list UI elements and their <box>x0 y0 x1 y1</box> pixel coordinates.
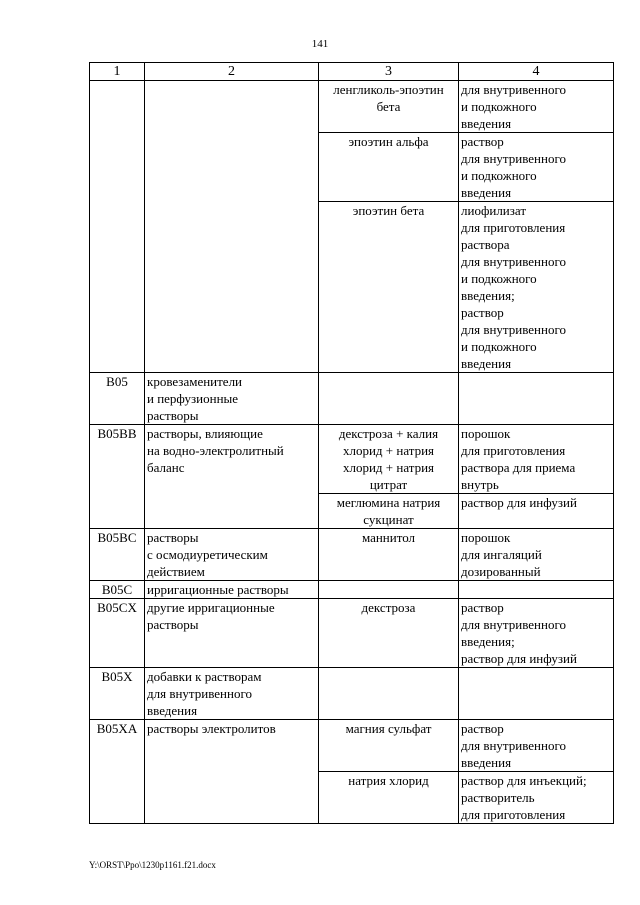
cell-line: и подкожного <box>461 99 537 114</box>
cell-line: маннитол <box>361 530 416 545</box>
cell-code <box>90 81 145 373</box>
cell-form <box>459 133 614 202</box>
table-header-row <box>90 63 614 81</box>
cell-line: растворы, влияющие <box>147 426 263 441</box>
cell-substance <box>319 529 459 581</box>
cell-group <box>145 81 319 373</box>
cell-line: для внутривенного <box>461 738 566 753</box>
cell-line: раствор <box>461 721 504 736</box>
cell-form <box>459 81 614 133</box>
drug-table <box>89 62 614 824</box>
cell-form <box>459 668 614 720</box>
cell-group <box>145 668 319 720</box>
cell-line: для внутривенного <box>461 82 566 97</box>
cell-line: порошок <box>461 530 511 545</box>
cell-line: и подкожного <box>461 271 537 286</box>
cell-group <box>145 425 319 529</box>
cell-line: хлорид + натрия <box>342 443 435 458</box>
cell-line: добавки к растворам <box>147 669 262 684</box>
cell-line: для приготовления <box>461 220 566 235</box>
cell-substance <box>319 599 459 668</box>
cell-substance <box>319 202 459 373</box>
cell-line: сукцинат <box>363 512 414 527</box>
cell-line: декстроза <box>361 600 416 615</box>
cell-line: для внутривенного <box>461 151 566 166</box>
cell-line: для приготовления <box>461 807 566 822</box>
cell-group <box>145 373 319 425</box>
column-header-3: 3 <box>319 63 459 81</box>
cell-line: раствора для приема <box>461 460 576 475</box>
cell-form <box>459 425 614 494</box>
cell-code <box>90 373 145 425</box>
cell-substance <box>319 668 459 720</box>
cell-line: лиофилизат <box>461 203 527 218</box>
cell-substance <box>319 581 459 599</box>
column-header-4: 4 <box>459 63 614 81</box>
cell-line: и подкожного <box>461 168 537 183</box>
cell-form <box>459 599 614 668</box>
cell-form <box>459 202 614 373</box>
cell-code <box>90 581 145 599</box>
table-row <box>90 81 614 133</box>
cell-substance <box>319 494 459 529</box>
cell-line: баланс <box>147 460 185 475</box>
cell-line: для внутривенного <box>147 686 252 701</box>
cell-line: введения <box>461 116 512 131</box>
table-row <box>90 373 614 425</box>
cell-line: B05XA <box>96 721 138 736</box>
cell-line: для приготовления <box>461 443 566 458</box>
cell-group <box>145 581 319 599</box>
cell-line: введения <box>461 755 512 770</box>
cell-line: другие ирригационные <box>147 600 275 615</box>
cell-group <box>145 720 319 824</box>
column-header-2: 2 <box>145 63 319 81</box>
cell-line: введения <box>147 703 198 718</box>
cell-line: меглюмина натрия <box>336 495 441 510</box>
table-row <box>90 599 614 668</box>
cell-line: хлорид + натрия <box>342 460 435 475</box>
table-row <box>90 529 614 581</box>
cell-line: раствора <box>461 237 510 252</box>
cell-group <box>145 529 319 581</box>
cell-line: B05X <box>101 669 133 684</box>
cell-line: раствор для инфузий <box>461 495 577 510</box>
cell-line: магния сульфат <box>345 721 432 736</box>
cell-line: на водно-электролитный <box>147 443 284 458</box>
cell-line: B05BB <box>97 426 137 441</box>
cell-line: B05 <box>106 374 128 389</box>
cell-code <box>90 599 145 668</box>
cell-substance <box>319 425 459 494</box>
cell-form <box>459 529 614 581</box>
cell-line: для внутривенного <box>461 322 566 337</box>
cell-line: растворитель <box>461 790 535 805</box>
cell-line: кровезаменители <box>147 374 243 389</box>
cell-line: растворы <box>147 408 199 423</box>
cell-line: раствор <box>461 600 504 615</box>
cell-line: бета <box>376 99 401 114</box>
cell-line: и подкожного <box>461 339 537 354</box>
table-body <box>90 81 614 824</box>
cell-form <box>459 772 614 824</box>
cell-line: цитрат <box>369 477 408 492</box>
cell-line: раствор для инфузий <box>461 651 577 666</box>
cell-line: для внутривенного <box>461 254 566 269</box>
table-row <box>90 425 614 494</box>
cell-line: раствор <box>461 305 504 320</box>
cell-line: эпоэтин бета <box>352 203 425 218</box>
cell-line: натрия хлорид <box>348 773 429 788</box>
cell-form <box>459 494 614 529</box>
cell-line: растворы <box>147 617 199 632</box>
cell-substance <box>319 373 459 425</box>
cell-line: порошок <box>461 426 511 441</box>
cell-line: введения; <box>461 634 515 649</box>
cell-line: действием <box>147 564 205 579</box>
cell-form <box>459 373 614 425</box>
cell-line: раствор для инъекций; <box>461 773 587 788</box>
page-number: 141 <box>311 38 329 50</box>
cell-code <box>90 668 145 720</box>
cell-group <box>145 599 319 668</box>
cell-substance <box>319 81 459 133</box>
cell-line: эпоэтин альфа <box>348 134 429 149</box>
cell-line: для внутривенного <box>461 617 566 632</box>
cell-line: B05C <box>101 582 133 597</box>
cell-substance <box>319 720 459 772</box>
cell-line: ленгликоль-эпоэтин <box>333 82 444 97</box>
cell-form <box>459 581 614 599</box>
footer-file-path: Y:\ORST\Ppo\1230p1161.f21.docx <box>89 860 216 870</box>
cell-line: и перфузионные <box>147 391 239 406</box>
table-row <box>90 581 614 599</box>
cell-line: декстроза + калия <box>338 426 439 441</box>
table-row <box>90 668 614 720</box>
table-row <box>90 720 614 772</box>
cell-code <box>90 720 145 824</box>
cell-line: ирригационные растворы <box>147 582 289 597</box>
cell-line: с осмодиуретическим <box>147 547 268 562</box>
cell-code <box>90 425 145 529</box>
column-header-1: 1 <box>90 63 145 81</box>
cell-line: внутрь <box>461 477 499 492</box>
cell-line: B05CX <box>97 600 137 615</box>
cell-line: раствор <box>461 134 504 149</box>
cell-line: введения; <box>461 288 515 303</box>
cell-line: растворы электролитов <box>147 721 276 736</box>
cell-line: B05BC <box>97 530 137 545</box>
cell-code <box>90 529 145 581</box>
cell-substance <box>319 133 459 202</box>
cell-substance <box>319 772 459 824</box>
cell-line: для ингаляций <box>461 547 542 562</box>
cell-line: дозированный <box>461 564 541 579</box>
cell-form <box>459 720 614 772</box>
cell-line: растворы <box>147 530 199 545</box>
cell-line: введения <box>461 356 512 371</box>
cell-line: введения <box>461 185 512 200</box>
